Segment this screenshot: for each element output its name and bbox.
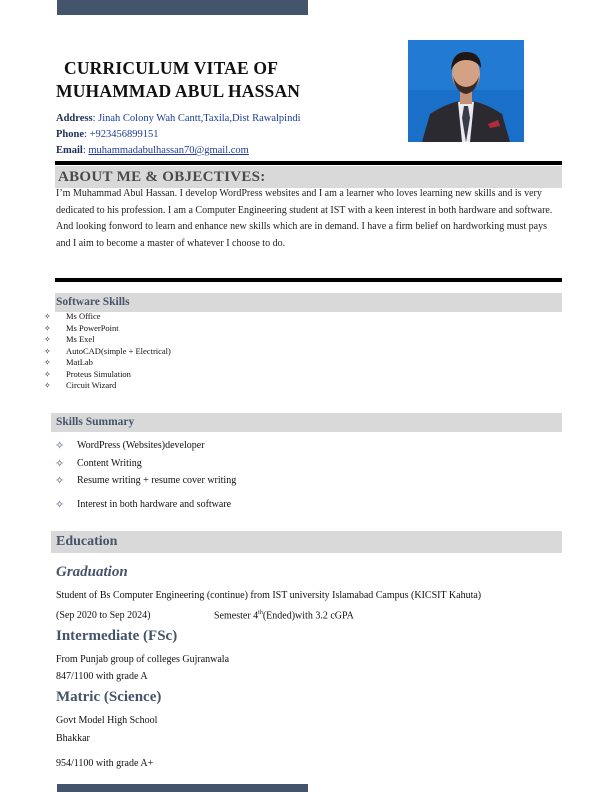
list-item: ✧ AutoCAD(simple + Electrical) [44,345,171,356]
education-heading-bg [51,531,562,553]
address-label: Address [56,113,93,124]
address-value: : Jinah Colony Wah Cantt,Taxila,Dist Rawalpindi [92,113,301,124]
education-heading: Education [56,534,118,549]
email-label: Email [56,145,83,156]
diamond-bullet-icon: ✧ [44,335,51,344]
email-separator: : [82,145,89,156]
diamond-bullet-icon: ✧ [55,475,65,487]
section-divider-bottom [55,278,562,282]
list-item: ✧ Circuit Wizard [44,380,117,390]
phone-line [56,127,158,143]
diamond-bullet-icon: ✧ [55,458,65,470]
cv-title-line2: MUHAMMAD ABUL HASSAN [56,81,301,101]
phone-value: : +923456899151 [84,129,159,140]
software-skills-heading: Software Skills [56,296,130,308]
diamond-bullet-icon: ✧ [44,358,51,367]
email-link[interactable]: muhammadabulhassan70@gmail.com [88,145,249,156]
diamond-bullet-icon: ✧ [44,323,51,333]
top-accent-bar [57,0,308,15]
list-item: ✧ Ms Exel [44,334,95,344]
email-line [56,143,249,159]
section-divider-top [55,161,562,165]
diamond-bullet-icon: ✧ [44,381,51,390]
skills-summary-heading: Skills Summary [56,416,135,428]
about-paragraph: I’m Muhammad Abul Hassan. I develop WordPress websites and I am a learner who loves learning new skills and is very dedicated to his profession. I am a Computer Engineering student at IST with a keen interest in both hardware and software. And looking fonword to learn and enhance new skills which are in demand. I have a firm belief on hardworking must pays and I aim to become a master of whatever I choose to do. [56,188,553,249]
diamond-bullet-icon: ✧ [55,499,65,511]
matric-school: Govt Model High School [56,715,158,726]
graduation-semester: Semester 4th(Ended)with 3.2 cGPA [214,610,354,622]
matric-marks: 954/1100 with grade A+ [56,758,154,769]
software-skills-heading-bg [55,293,562,312]
phone-label: Phone [56,129,85,140]
diamond-bullet-icon: ✧ [55,440,65,452]
about-heading: ABOUT ME & OBJECTIVES: [58,169,266,185]
address-line [56,111,301,127]
diamond-bullet-icon: ✧ [44,312,51,321]
diamond-bullet-icon: ✧ [44,346,51,356]
list-item: ✧ MatLab [44,357,93,367]
matric-city: Bhakkar [56,733,90,744]
bottom-accent-bar [57,784,308,792]
cv-title-line1: CURRICULUM VITAE OF [64,58,279,78]
list-item: ✧ Ms PowerPoint [44,322,119,333]
intermediate-college: From Punjab group of colleges Gujranwala [56,654,230,665]
matric-title: Matric (Science) [56,689,162,705]
list-item: ✧ Proteus Simulation [44,368,131,379]
profile-photo [408,40,524,142]
list-item: ✧ Ms Office [44,311,101,321]
intermediate-title: Intermediate (FSc) [56,628,178,644]
graduation-title: Graduation [56,564,128,580]
intermediate-marks: 847/1100 with grade A [56,671,148,682]
diamond-bullet-icon: ✧ [44,369,51,379]
software-skills-list [44,311,344,392]
graduation-dates: (Sep 2020 to Sep 2024) [56,610,151,621]
graduation-degree: Student of Bs Computer Engineering (continue) from IST university Islamabad Campus (KICSIT Kahuta) [56,590,482,601]
